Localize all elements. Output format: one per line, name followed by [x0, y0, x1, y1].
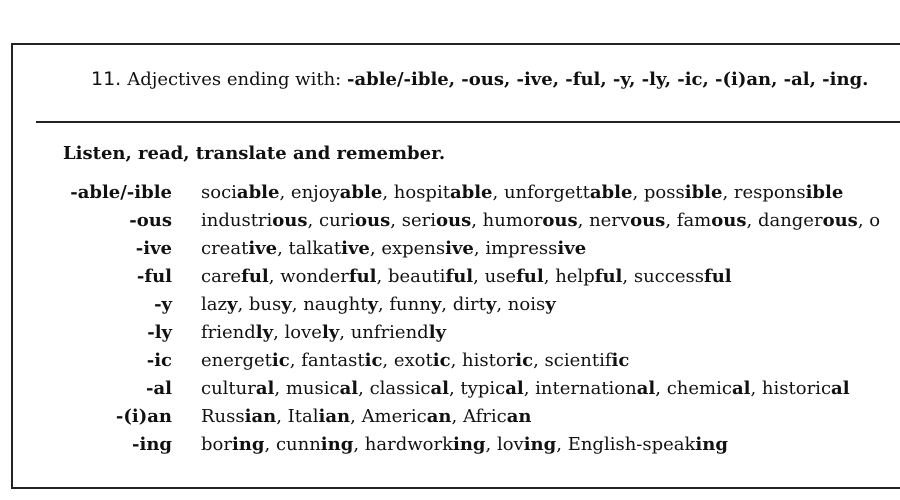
suffix-label: -y: [154, 294, 172, 315]
word-stem: care: [201, 266, 242, 287]
suffix-label: -ful: [136, 266, 172, 287]
word-stem: wonder: [280, 266, 349, 287]
word-stem: Ital: [287, 406, 319, 427]
example-word: [289, 238, 382, 259]
word-stem: humor: [482, 210, 543, 231]
suffix-row: [0, 179, 900, 207]
word-separator: ,: [350, 406, 362, 427]
word-ending: y: [367, 294, 378, 315]
word-stem: hospit: [393, 182, 450, 203]
suffix-label: -(i)an: [115, 406, 172, 427]
word-separator: ,: [441, 294, 453, 315]
word-separator: ,: [632, 182, 644, 203]
word-separator: ,: [291, 294, 304, 315]
example-word: [497, 434, 568, 455]
word-separator: ,: [339, 322, 351, 343]
word-separator: ,: [274, 378, 286, 399]
exercise-header: [91, 64, 868, 95]
word-separator: ,: [448, 378, 461, 399]
word-stem: funn: [389, 294, 431, 315]
example-word: [394, 350, 462, 371]
example-word: [249, 294, 303, 315]
exercise-number: 11.: [91, 68, 122, 90]
word-separator: ,: [722, 182, 734, 203]
word-separator: ,: [533, 350, 545, 371]
example-word: [485, 266, 556, 287]
word-separator: ,: [556, 434, 568, 455]
word-stem: talkat: [288, 238, 342, 259]
example-words: [201, 291, 556, 319]
word-separator: ,: [473, 266, 485, 287]
word-stem: music: [285, 378, 340, 399]
word-ending: ly: [321, 322, 340, 343]
word-ending: ful: [241, 266, 269, 287]
example-word: [568, 434, 728, 455]
exercise-title-endings: -able/-ible, -ous, -ive, -ful, -y, -ly, -ic, -(i)an, -al, -ing.: [346, 69, 869, 90]
word-ending: ful: [445, 266, 474, 287]
word-ending: al: [255, 378, 275, 399]
word-ending: ing: [452, 434, 486, 455]
word-ending: ic: [432, 350, 451, 371]
example-word: [201, 350, 301, 371]
word-stem: unforgett: [503, 182, 590, 203]
word-separator: ,: [750, 378, 762, 399]
word-separator: ,: [237, 294, 249, 315]
word-separator: ,: [471, 210, 483, 231]
word-stem: creat: [201, 238, 249, 259]
word-separator: ,: [276, 406, 288, 427]
word-separator: ,: [279, 182, 291, 203]
example-word: [402, 210, 483, 231]
example-word: [201, 434, 276, 455]
example-word: [286, 378, 370, 399]
example-word: [504, 182, 644, 203]
suffix-label: -ic: [146, 350, 172, 371]
word-ending: ing: [695, 434, 728, 455]
word-stem: naught: [303, 294, 368, 315]
example-word: [463, 406, 532, 427]
word-stem: seri: [401, 210, 436, 231]
word-ending: able: [339, 182, 383, 203]
word-stem: expens: [381, 238, 446, 259]
word-ending: ly: [428, 322, 446, 343]
word-ending: ian: [244, 406, 277, 427]
word-stem: unfriend: [350, 322, 429, 343]
word-separator: ,: [577, 210, 590, 231]
example-word: [288, 406, 362, 427]
word-separator: ,: [289, 350, 302, 371]
example-word: [201, 406, 288, 427]
word-separator: , o: [857, 210, 881, 231]
word-ending: ful: [348, 266, 377, 287]
suffix-row: [0, 375, 900, 403]
word-ending: ing: [231, 434, 265, 455]
suffix-row: [0, 403, 900, 431]
word-stem: internation: [535, 378, 637, 399]
example-words: [201, 375, 850, 403]
word-separator: ,: [746, 210, 758, 231]
word-stem: nerv: [589, 210, 631, 231]
example-word: [319, 210, 402, 231]
suffix-row: [0, 347, 900, 375]
example-word: [201, 294, 249, 315]
word-ending: ic: [611, 350, 630, 371]
example-word: [555, 266, 634, 287]
suffix-label: -ous: [129, 210, 172, 231]
word-stem: poss: [643, 182, 685, 203]
example-words: [201, 431, 728, 459]
word-stem: laz: [201, 294, 227, 315]
word-ending: ible: [684, 182, 723, 203]
example-word: [362, 406, 463, 427]
word-stem: historic: [761, 378, 832, 399]
word-ending: y: [545, 294, 556, 315]
word-stem: bor: [201, 434, 232, 455]
example-word: [370, 378, 461, 399]
example-words: [201, 403, 531, 431]
word-separator: ,: [485, 434, 497, 455]
example-word: [762, 378, 850, 399]
example-word: [303, 294, 389, 315]
word-separator: ,: [655, 378, 667, 399]
word-stem: English-speak: [567, 434, 696, 455]
example-word: [634, 266, 732, 287]
word-ending: al: [339, 378, 359, 399]
example-word: [460, 378, 535, 399]
example-word: [280, 266, 388, 287]
word-stem: Americ: [361, 406, 427, 427]
suffix-table: [0, 179, 900, 459]
word-separator: ,: [353, 434, 365, 455]
word-ending: ful: [594, 266, 623, 287]
word-separator: ,: [492, 182, 504, 203]
example-word: [677, 210, 758, 231]
suffix-label: -ive: [135, 238, 172, 259]
word-separator: ,: [273, 322, 285, 343]
word-stem: industri: [201, 210, 273, 231]
word-separator: ,: [369, 238, 382, 259]
word-separator: ,: [523, 378, 536, 399]
word-ending: ive: [341, 238, 370, 259]
example-word: [291, 182, 394, 203]
word-separator: ,: [496, 294, 508, 315]
word-ending: al: [831, 378, 850, 399]
example-word: [453, 294, 508, 315]
word-ending: al: [430, 378, 449, 399]
suffix-row: [0, 207, 900, 235]
word-ending: ive: [248, 238, 278, 259]
word-ending: ian: [318, 406, 351, 427]
word-stem: lov: [496, 434, 524, 455]
example-word: [201, 210, 319, 231]
word-separator: ,: [376, 266, 388, 287]
word-ending: ible: [805, 182, 844, 203]
word-ending: ic: [364, 350, 383, 371]
word-separator: ,: [268, 266, 281, 287]
word-stem: love: [284, 322, 322, 343]
word-ending: ous: [435, 210, 472, 231]
example-word: [644, 182, 734, 203]
suffix-row: [0, 235, 900, 263]
word-ending: able: [449, 182, 493, 203]
example-words: [201, 263, 732, 291]
word-ending: ive: [557, 238, 587, 259]
word-ending: an: [426, 406, 452, 427]
word-ending: ous: [272, 210, 308, 231]
word-separator: ,: [307, 210, 319, 231]
word-separator: ,: [377, 294, 390, 315]
word-stem: energet: [201, 350, 272, 371]
word-separator: ,: [543, 266, 556, 287]
word-ending: able: [236, 182, 280, 203]
word-ending: al: [636, 378, 656, 399]
word-ending: ing: [523, 434, 557, 455]
word-separator: ,: [382, 182, 394, 203]
example-word: [201, 238, 289, 259]
example-word: [545, 350, 630, 371]
suffix-row: [0, 319, 900, 347]
word-ending: ous: [822, 210, 858, 231]
suffix-row: [0, 431, 900, 459]
instruction-text: Listen, read, translate and remember.: [63, 143, 446, 164]
example-word: [535, 378, 667, 399]
example-word: [301, 350, 394, 371]
word-ending: ous: [542, 210, 578, 231]
word-stem: help: [555, 266, 595, 287]
word-ending: ic: [515, 350, 534, 371]
example-word: [485, 238, 586, 259]
suffix-label: -able/-ible: [70, 182, 172, 203]
suffix-label: -ly: [147, 322, 172, 343]
word-stem: exot: [393, 350, 433, 371]
suffix-row: [0, 263, 900, 291]
word-separator: ,: [473, 238, 486, 259]
suffix-label: -al: [146, 378, 172, 399]
example-word: [388, 266, 485, 287]
example-word: [758, 210, 880, 231]
example-word: [589, 210, 677, 231]
word-ending: ous: [630, 210, 666, 231]
word-stem: Afric: [462, 406, 507, 427]
word-ending: ive: [445, 238, 474, 259]
word-ending: y: [281, 294, 292, 315]
header-divider: [36, 121, 900, 123]
example-words: [201, 347, 629, 375]
word-stem: nois: [507, 294, 546, 315]
word-separator: ,: [665, 210, 677, 231]
example-word: [483, 210, 589, 231]
word-ending: able: [589, 182, 633, 203]
word-ending: y: [226, 294, 238, 315]
example-words: [201, 207, 880, 235]
word-stem: chemic: [666, 378, 732, 399]
example-word: [508, 294, 556, 315]
suffix-row: [0, 291, 900, 319]
word-ending: ous: [355, 210, 391, 231]
example-word: [394, 182, 504, 203]
word-stem: scientif: [544, 350, 612, 371]
word-ending: ic: [271, 350, 290, 371]
example-word: [389, 294, 452, 315]
word-stem: dirt: [452, 294, 486, 315]
word-stem: impress: [485, 238, 558, 259]
example-word: [285, 322, 351, 343]
example-words: [201, 319, 446, 347]
word-stem: typic: [460, 378, 506, 399]
word-separator: ,: [264, 434, 276, 455]
example-word: [734, 182, 843, 203]
word-stem: respons: [733, 182, 806, 203]
example-words: [201, 235, 586, 263]
example-word: [381, 238, 485, 259]
word-ending: y: [485, 294, 497, 315]
word-ending: al: [505, 378, 524, 399]
word-ending: al: [731, 378, 751, 399]
word-stem: cultur: [201, 378, 256, 399]
word-stem: cunn: [275, 434, 321, 455]
word-ending: ing: [320, 434, 354, 455]
word-ending: y: [430, 294, 442, 315]
example-word: [351, 322, 446, 343]
word-stem: beauti: [387, 266, 446, 287]
word-ending: ly: [255, 322, 274, 343]
word-separator: ,: [622, 266, 634, 287]
example-word: [201, 322, 285, 343]
word-separator: ,: [451, 406, 463, 427]
word-stem: fantast: [301, 350, 365, 371]
word-stem: enjoy: [290, 182, 340, 203]
word-stem: bus: [248, 294, 282, 315]
word-separator: ,: [450, 350, 463, 371]
word-separator: ,: [382, 350, 394, 371]
word-ending: ful: [516, 266, 544, 287]
example-word: [462, 350, 545, 371]
word-separator: ,: [390, 210, 402, 231]
example-word: [365, 434, 497, 455]
word-stem: soci: [201, 182, 237, 203]
word-stem: danger: [757, 210, 823, 231]
example-word: [201, 182, 291, 203]
word-ending: an: [506, 406, 532, 427]
word-stem: curi: [318, 210, 356, 231]
example-word: [667, 378, 762, 399]
example-words: [201, 179, 843, 207]
example-word: [201, 378, 286, 399]
word-stem: histor: [462, 350, 516, 371]
word-stem: success: [633, 266, 704, 287]
exercise-title-prefix: Adjectives ending with:: [127, 69, 347, 90]
word-stem: use: [484, 266, 517, 287]
word-stem: classic: [369, 378, 431, 399]
word-stem: fam: [676, 210, 712, 231]
word-stem: hardwork: [364, 434, 453, 455]
suffix-label: -ing: [132, 434, 172, 455]
word-ending: ous: [711, 210, 747, 231]
word-stem: friend: [201, 322, 256, 343]
word-separator: ,: [358, 378, 370, 399]
example-word: [201, 266, 280, 287]
example-word: [276, 434, 365, 455]
word-ending: ful: [703, 266, 732, 287]
word-stem: Russ: [201, 406, 245, 427]
word-separator: ,: [277, 238, 289, 259]
